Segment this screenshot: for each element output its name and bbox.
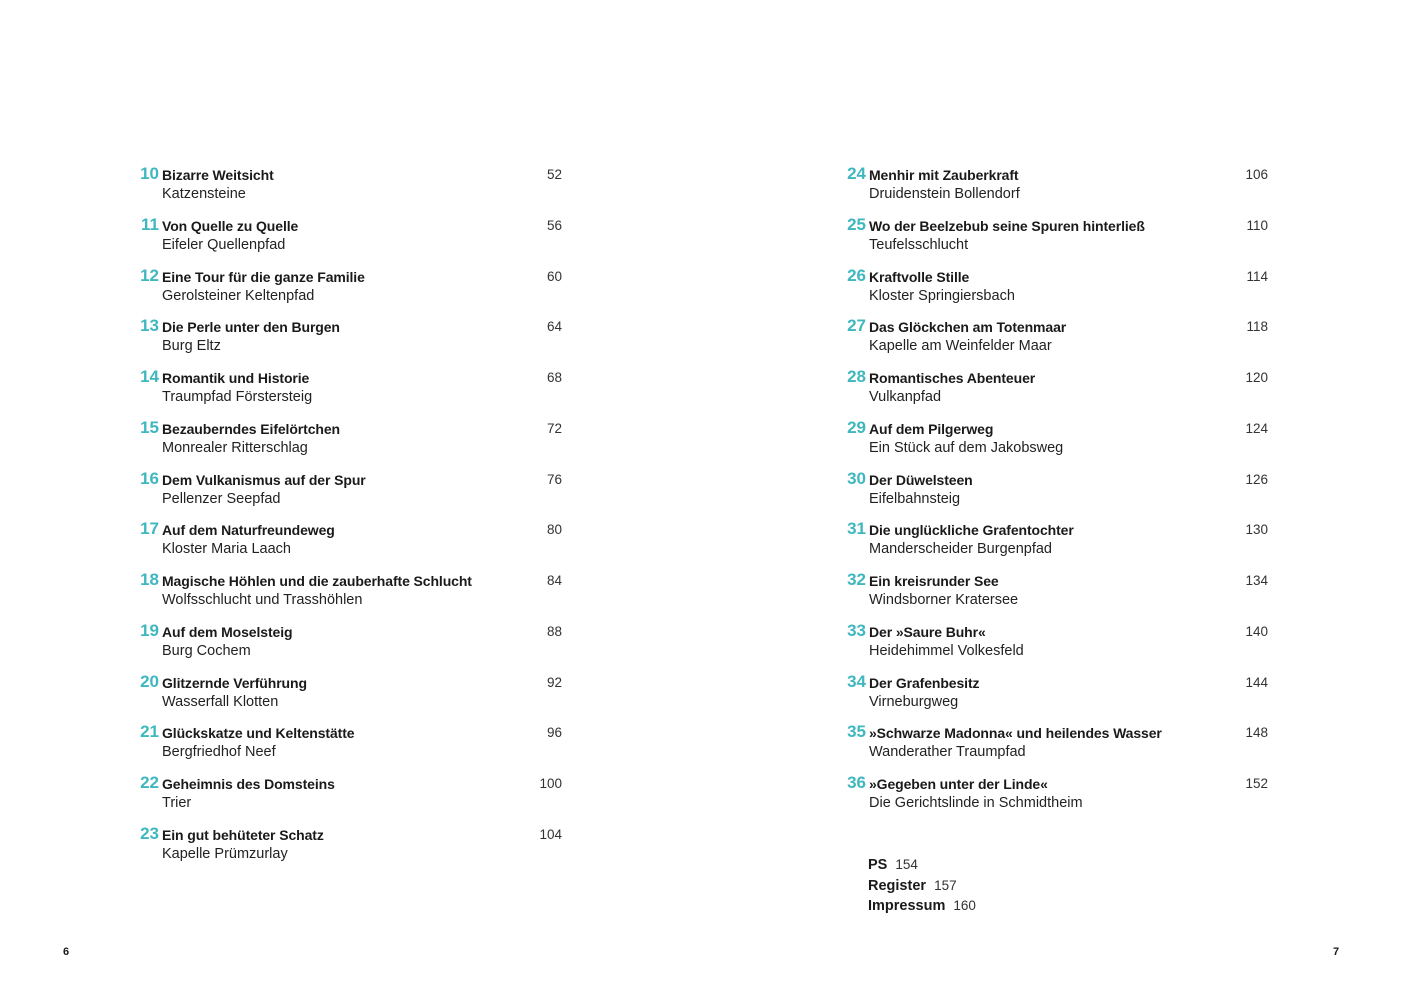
- entry-page-number: 64: [546, 319, 562, 335]
- back-matter-register[interactable]: [868, 876, 976, 897]
- entry-page-number: 114: [1246, 268, 1268, 284]
- toc-entry[interactable]: [842, 621, 1268, 672]
- entry-page-number: 60: [546, 268, 562, 284]
- entry-title: Auf dem Moselsteig: [162, 623, 293, 640]
- toc-entry[interactable]: [842, 469, 1268, 520]
- entry-page-number: 56: [546, 217, 562, 233]
- entry-subtitle: Eifelbahnsteig: [869, 490, 961, 507]
- entry-subtitle: Vulkanpfad: [869, 389, 942, 405]
- toc-entry[interactable]: [135, 773, 562, 824]
- entry-number: 28: [847, 367, 866, 386]
- toc-entry[interactable]: [135, 519, 562, 570]
- entry-number: 21: [140, 722, 159, 742]
- entry-subtitle: Katzensteine: [162, 186, 246, 202]
- toc-entry[interactable]: [135, 418, 562, 469]
- entry-title: Geheimnis des Domsteins: [162, 776, 335, 792]
- entry-subtitle: Wasserfall Klotten: [162, 693, 279, 710]
- entry-number: 35: [847, 722, 866, 742]
- entry-subtitle: Teufelsschlucht: [869, 236, 969, 253]
- toc-entry[interactable]: [842, 672, 1268, 723]
- back-matter-page: 154: [895, 857, 918, 872]
- entry-number: 11: [141, 214, 159, 234]
- entry-page-number: 88: [546, 623, 562, 639]
- entry-page-number: 96: [546, 725, 562, 741]
- entry-number: 18: [140, 570, 159, 589]
- entry-title: »Gegeben unter der Linde«: [869, 776, 1048, 792]
- entry-title: Eine Tour für die ganze Familie: [162, 268, 365, 285]
- entry-subtitle: Wolfsschlucht und Trasshöhlen: [162, 592, 363, 608]
- toc-entry[interactable]: [842, 266, 1268, 317]
- toc-entry[interactable]: [842, 773, 1268, 824]
- back-matter-page: 160: [953, 898, 976, 913]
- entry-title: Menhir mit Zauberkraft: [869, 167, 1019, 183]
- toc-column-left: [135, 164, 562, 875]
- toc-column-right: [842, 164, 1268, 824]
- entry-subtitle: Virneburgweg: [869, 693, 959, 710]
- entry-number: 32: [847, 570, 866, 589]
- entry-page-number: 104: [539, 826, 562, 842]
- entry-subtitle: Kapelle am Weinfelder Maar: [869, 338, 1052, 355]
- entry-page-number: 52: [546, 167, 562, 182]
- entry-title: Romantik und Historie: [162, 370, 310, 386]
- toc-entry[interactable]: [135, 164, 562, 215]
- entry-subtitle: Trier: [162, 795, 192, 811]
- entry-page-number: 68: [546, 370, 562, 385]
- toc-entry[interactable]: [135, 469, 562, 520]
- page-number-right: 7: [1333, 946, 1340, 958]
- entry-page-number: 80: [546, 522, 562, 538]
- toc-entry[interactable]: [842, 570, 1268, 621]
- entry-number: 13: [140, 316, 159, 336]
- entry-title: Die Perle unter den Burgen: [162, 319, 340, 336]
- entry-page-number: 110: [1246, 217, 1268, 233]
- entry-number: 12: [140, 265, 159, 285]
- entry-title: Auf dem Pilgerweg: [869, 420, 994, 437]
- entry-title: Von Quelle zu Quelle: [162, 217, 299, 234]
- entry-title: Die unglückliche Grafentochter: [869, 522, 1074, 539]
- entry-subtitle: Wanderather Traumpfad: [869, 744, 1026, 761]
- entry-number: 14: [140, 367, 159, 386]
- entry-page-number: 76: [546, 471, 562, 487]
- entry-page-number: 144: [1245, 674, 1268, 690]
- entry-page-number: 118: [1246, 319, 1268, 335]
- entry-title: Das Glöckchen am Totenmaar: [869, 319, 1067, 336]
- toc-entry[interactable]: [135, 570, 562, 621]
- entry-number: 10: [140, 164, 159, 183]
- toc-entry[interactable]: [842, 316, 1268, 367]
- toc-entry[interactable]: [135, 722, 562, 773]
- entry-page-number: 130: [1245, 522, 1268, 538]
- back-matter-list: [868, 855, 976, 917]
- back-matter-impressum[interactable]: [868, 896, 976, 917]
- back-matter-page: 157: [934, 877, 957, 893]
- toc-entry[interactable]: [842, 722, 1268, 773]
- entry-page-number: 106: [1245, 167, 1268, 182]
- toc-entry[interactable]: [842, 215, 1268, 266]
- toc-entry[interactable]: [135, 367, 562, 418]
- entry-title: Ein gut behüteter Schatz: [162, 826, 324, 843]
- entry-title: Magische Höhlen und die zauberhafte Schlucht: [162, 573, 472, 589]
- entry-page-number: 120: [1245, 370, 1268, 385]
- entry-number: 29: [847, 417, 866, 437]
- entry-subtitle: Burg Cochem: [162, 642, 251, 659]
- entry-number: 26: [847, 265, 866, 285]
- entry-subtitle: Heidehimmel Volkesfeld: [869, 642, 1024, 659]
- entry-title: Glitzernde Verführung: [162, 674, 307, 691]
- entry-page-number: 134: [1245, 573, 1268, 588]
- back-matter-ps[interactable]: [868, 855, 976, 876]
- back-matter-label: Register: [868, 877, 927, 894]
- entry-title: Kraftvolle Stille: [869, 268, 970, 285]
- entry-subtitle: Die Gerichtslinde in Schmidtheim: [869, 795, 1083, 811]
- entry-page-number: 100: [539, 776, 562, 791]
- entry-number: 25: [847, 214, 866, 234]
- back-matter-label: Impressum: [868, 898, 946, 914]
- entry-subtitle: Ein Stück auf dem Jakobsweg: [869, 439, 1064, 456]
- entry-number: 22: [140, 773, 159, 792]
- entry-page-number: 148: [1245, 725, 1268, 741]
- entry-title: Bizarre Weitsicht: [162, 167, 274, 183]
- toc-entry[interactable]: [842, 519, 1268, 570]
- toc-entry[interactable]: [135, 266, 562, 317]
- entry-number: 15: [140, 417, 159, 437]
- entry-number: 33: [847, 620, 866, 640]
- entry-number: 16: [140, 468, 159, 488]
- toc-entry[interactable]: [135, 672, 562, 723]
- toc-entry[interactable]: [135, 316, 562, 367]
- page-number-left: 6: [63, 946, 70, 958]
- entry-subtitle: Pellenzer Seepfad: [162, 490, 281, 507]
- entry-number: 23: [140, 823, 159, 843]
- toc-entry[interactable]: [842, 418, 1268, 469]
- entry-number: 17: [140, 519, 159, 539]
- entry-page-number: 92: [546, 674, 562, 690]
- entry-title: Romantisches Abenteuer: [869, 370, 1036, 386]
- entry-page-number: 126: [1245, 471, 1268, 487]
- entry-page-number: 124: [1245, 420, 1268, 436]
- entry-title: Bezauberndes Eifelörtchen: [162, 420, 340, 437]
- entry-subtitle: Kloster Springiersbach: [869, 287, 1015, 304]
- entry-subtitle: Burg Eltz: [162, 338, 221, 355]
- entry-page-number: 72: [546, 420, 562, 436]
- entry-title: Dem Vulkanismus auf der Spur: [162, 471, 366, 488]
- entry-title: Der Grafenbesitz: [869, 674, 980, 691]
- back-matter-label: PS: [868, 857, 888, 873]
- toc-entry[interactable]: [842, 367, 1268, 418]
- entry-subtitle: Bergfriedhof Neef: [162, 744, 276, 761]
- entry-subtitle: Kloster Maria Laach: [162, 541, 291, 558]
- entry-subtitle: Gerolsteiner Keltenpfad: [162, 287, 315, 304]
- entry-subtitle: Kapelle Prümzurlay: [162, 845, 288, 862]
- entry-page-number: 84: [546, 573, 562, 588]
- toc-entry[interactable]: [135, 621, 562, 672]
- entry-number: 20: [140, 671, 159, 691]
- entry-subtitle: Windsborner Kratersee: [869, 592, 1019, 608]
- entry-title: Ein kreisrunder See: [869, 573, 999, 589]
- entry-page-number: 140: [1245, 623, 1268, 639]
- entry-title: Auf dem Naturfreundeweg: [162, 522, 335, 539]
- entry-subtitle: Monrealer Ritterschlag: [162, 439, 308, 456]
- entry-title: Wo der Beelzebub seine Spuren hinterließ: [869, 217, 1145, 234]
- entry-title: »Schwarze Madonna« und heilendes Wasser: [869, 725, 1162, 742]
- entry-subtitle: Eifeler Quellenpfad: [162, 236, 286, 253]
- entry-number: 31: [847, 519, 866, 539]
- entry-number: 34: [847, 671, 866, 691]
- entry-number: 27: [847, 316, 866, 336]
- entry-title: Der Düwelsteen: [869, 471, 973, 488]
- toc-entry[interactable]: [842, 164, 1268, 215]
- toc-entry[interactable]: [135, 824, 562, 875]
- entry-subtitle: Druidenstein Bollendorf: [869, 186, 1020, 202]
- entry-subtitle: Traumpfad Förstersteig: [162, 389, 313, 405]
- toc-entry[interactable]: [135, 215, 562, 266]
- entry-number: 30: [847, 468, 866, 488]
- entry-title: Der »Saure Buhr«: [869, 623, 986, 640]
- entry-page-number: 152: [1245, 776, 1268, 791]
- entry-title: Glückskatze und Keltenstätte: [162, 725, 355, 742]
- entry-number: 19: [140, 620, 159, 640]
- entry-number: 36: [847, 773, 866, 792]
- entry-number: 24: [847, 164, 866, 183]
- entry-subtitle: Manderscheider Burgenpfad: [869, 541, 1052, 558]
